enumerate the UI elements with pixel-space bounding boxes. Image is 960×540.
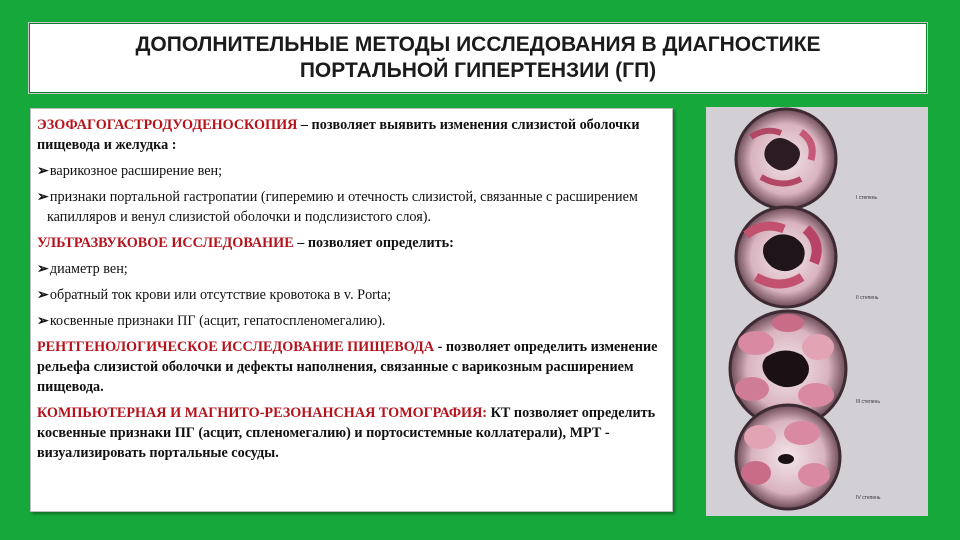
- ct-heading: КОМПЬЮТЕРНАЯ И МАГНИТО-РЕЗОНАНСНАЯ ТОМОГРАФИЯ:: [37, 405, 488, 421]
- grade-1-label: I степень: [856, 195, 878, 201]
- uzi-heading: УЛЬТРАЗВУКОВОЕ ИССЛЕДОВАНИЕ: [37, 235, 294, 251]
- uzi-paragraph: [37, 233, 664, 253]
- egds-bullet-1: ➢варикозное расширение вен;: [37, 163, 223, 179]
- xray-paragraph: [37, 337, 664, 397]
- content-panel: [30, 108, 673, 512]
- slide-title: [28, 22, 928, 94]
- uzi-bullet-2: ➢обратный ток крови или отсутствие кровотока в v. Porta;: [37, 287, 392, 303]
- checkmark-icon: ➢: [37, 189, 49, 205]
- uzi-text: – позволяет определить:: [293, 235, 454, 251]
- endoscopy-illustration: [706, 107, 928, 516]
- grade-1-circle: [736, 109, 878, 209]
- egds-paragraph: [37, 115, 664, 155]
- title-line-2: ПОРТАЛЬНОЙ ГИПЕРТЕНЗИИ (ГП): [299, 59, 657, 82]
- checkmark-icon: ➢: [37, 287, 49, 303]
- ct-text: КТ позволяет определить косвенные признаки ПГ (асцит, спленомегалию) и портосистемные коллатерали), МРТ - визуализировать портальные сосуды.: [37, 405, 656, 461]
- uzi-bullet-1: ➢диаметр вен;: [37, 261, 128, 277]
- grade-3-label: III степень: [856, 399, 880, 405]
- checkmark-icon: ➢: [37, 261, 49, 277]
- egds-text: – позволяет выявить изменения слизистой оболочки пищевода и желудка :: [37, 117, 640, 153]
- egds-heading: ЭЗОФАГОГАСТРОДУОДЕНОСКОПИЯ: [37, 117, 298, 133]
- varices-grades-figure: [706, 107, 928, 516]
- xray-text: - позволяет определить изменение рельефа слизистой оболочки и дефекты наполнения, связанные с варикозным расширением пищевода.: [37, 339, 658, 395]
- grade-4-circle: [736, 405, 881, 509]
- grade-4-label: IV степень: [856, 495, 881, 501]
- egds-bullet-2: ➢признаки портальной гастропатии (гиперемию и отечность слизистой, связанные с расширением капилляров и венул слизистой оболочки и подслизистого слоя).: [37, 189, 638, 225]
- checkmark-icon: ➢: [37, 163, 49, 179]
- checkmark-icon: ➢: [37, 313, 49, 329]
- xray-heading: РЕНТГЕНОЛОГИЧЕСКОЕ ИССЛЕДОВАНИЕ ПИЩЕВОДА: [37, 339, 435, 355]
- title-line-1: ДОПОЛНИТЕЛЬНЫЕ МЕТОДЫ ИССЛЕДОВАНИЯ В ДИАГНОСТИКЕ: [135, 33, 821, 56]
- uzi-bullet-3: ➢косвенные признаки ПГ (асцит, гепатоспленомегалию).: [37, 313, 386, 329]
- ct-paragraph: [37, 403, 664, 463]
- grade-2-label: II степень: [856, 295, 879, 301]
- grade-2-circle: [736, 207, 879, 307]
